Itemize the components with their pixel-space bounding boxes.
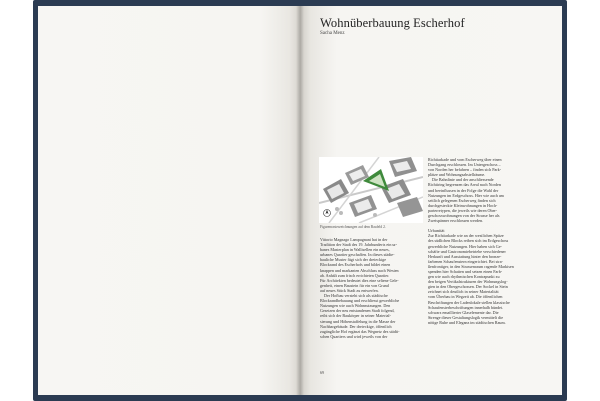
text-line: Für Architekten bedeutet dies eine seltene Gele- bbox=[320, 277, 399, 283]
text-line: Durchgang erschlossen. Im Untergeschoss – bbox=[428, 162, 501, 168]
text-line: Blockrandbebauung und erschliesst gewerbliche bbox=[320, 298, 400, 304]
site-plan-drawing bbox=[319, 157, 423, 223]
text-line: nötige Ruhe und Eleganz im städtischen Raum. bbox=[428, 319, 506, 325]
text-line: Zweispänner erschlossen werden. bbox=[428, 218, 484, 224]
section-heading: Urbanität bbox=[428, 228, 445, 234]
text-line: Richtiarkade und vom Escherweg über einen bbox=[428, 157, 502, 162]
text-line: Vittorio Magnago Lampugnani hat in der bbox=[320, 237, 388, 242]
text-line: seitlich gelegenen Escherweg finden sich bbox=[428, 197, 496, 203]
left-page-blank bbox=[38, 6, 300, 395]
text-line: schwarz emaillierter Glaselemente dar. Die bbox=[428, 309, 499, 315]
text-line: parterretypen, die jeweils wie deren Ober- bbox=[428, 207, 498, 213]
text-line: spenden hier Schatten und setzen einen Farb- bbox=[428, 268, 503, 274]
text-line: knappen und markanten Abschluss nach Westen bbox=[320, 267, 399, 273]
article-title: Wohnüberbauung Escherhof bbox=[320, 16, 465, 30]
body-column-right bbox=[428, 157, 514, 325]
text-line: banes Masterplan in Wallisellen ein neues, bbox=[320, 247, 390, 253]
text-line: plätze und Wohnungsabstellräume. bbox=[428, 172, 486, 178]
text-line: gen wie auch rhythmischen Kontrapunkt zu bbox=[428, 274, 500, 280]
text-line: den beigen Vertikalstrukturen der Wohnungslog- bbox=[428, 279, 508, 285]
text-line: Blockrand des Escherhofs und bildet einen bbox=[320, 262, 391, 268]
text-line: bauliche Muster fügt sich der dreieckige bbox=[320, 257, 387, 263]
text-line: gien in den Obergeschossen. Der Sockel in Stein bbox=[428, 284, 508, 290]
text-line: schäfte und Gastronomiebetriebe verschiedener bbox=[428, 248, 506, 254]
text-line: Nachbargebäude. Der dreieckige, öffentlich bbox=[320, 323, 392, 329]
text-line: Gesetzen der neu entstandenen Stadt folgend, bbox=[320, 308, 395, 314]
figure-caption: Figurenrasterzeichnungen auf dem Baufeld 2. bbox=[320, 225, 386, 229]
page-number: 69 bbox=[320, 370, 324, 375]
text-line: zeichnet sich deutlich in seiner Materialität bbox=[428, 289, 499, 295]
text-line: und beeinflussen in der Folge die Wahl der bbox=[428, 187, 499, 193]
text-line: Schaufensterbeschriftungen innerhalb bündet. bbox=[428, 304, 504, 310]
text-line: auf neues Stück Stadt zu entwerfen. bbox=[320, 287, 379, 293]
text-line: ab. Anhält zum frisch errichteten Quartier. bbox=[320, 272, 390, 278]
text-line: geschosswohnungen von der Strasse her als bbox=[428, 213, 500, 219]
text-line: reiht sich der Baukörper in seiner Material- bbox=[320, 313, 391, 319]
text-line: Zur Richtiarkade wie an der westlichen Spitze bbox=[428, 233, 504, 239]
article-author: Sacha Menz bbox=[320, 31, 345, 36]
text-line: Nutzungen wie auch Wohnnutzungen. Den bbox=[320, 303, 391, 309]
site-plan-figure bbox=[319, 157, 423, 223]
text-line: durchgesteckte Kleinwohnungen in Hoch- bbox=[428, 202, 498, 208]
text-line: farbenen Schaufenstern eingerichtet. Bei stra- bbox=[428, 258, 503, 264]
text-line: zugängliche Hof ergänzt das Wegnetz des städti- bbox=[320, 328, 400, 334]
text-line: urbanes Quartier geschaffen. In dieses städte- bbox=[320, 252, 395, 258]
text-line: Nutzungen im Erdgeschoss. Hier wie auch am bbox=[428, 192, 504, 198]
text-line: ßenfrontiger, in den Strassenraum ragende Markisen bbox=[428, 263, 514, 269]
text-line: Strenge dieser Gestaltungslogik vermittelt die bbox=[428, 314, 504, 320]
text-line: Beschriftungen der Ladenlokale stellen klassische bbox=[428, 299, 510, 305]
text-line: gewerbliche Nutzungen. Hier haben sich Ge- bbox=[428, 243, 502, 249]
text-line: Herkunft und Ausstattung hinter den bronze- bbox=[428, 253, 502, 259]
text-line: des südlichen Blocks reiben sich im Erdgeschoss bbox=[428, 238, 509, 244]
text-line: sierung und Höhenstaffelung in die Masse der bbox=[320, 318, 396, 324]
text-line: Tradition der Stadt des 19. Jahrhunderts ein ur- bbox=[320, 242, 398, 248]
body-column-left bbox=[320, 237, 400, 339]
text-line: genheit, einen Baustein für ein von Grund bbox=[320, 282, 389, 288]
text-line: schen Quartiers und wird jeweils von der bbox=[320, 333, 388, 339]
book-spine-gutter bbox=[296, 6, 304, 395]
text-line: Die Bahnlinie und der anschliessende bbox=[432, 177, 494, 183]
text-line: von Norden her befahren – finden sich Park- bbox=[428, 167, 502, 173]
text-line: Richtiring begrenzen das Areal nach Norden bbox=[428, 182, 501, 188]
text-line: vom Überbau in Wegzeit ab. Die öffentlichen bbox=[428, 294, 503, 300]
text-line: Der Hofbau versteht sich als städtische bbox=[324, 293, 388, 299]
